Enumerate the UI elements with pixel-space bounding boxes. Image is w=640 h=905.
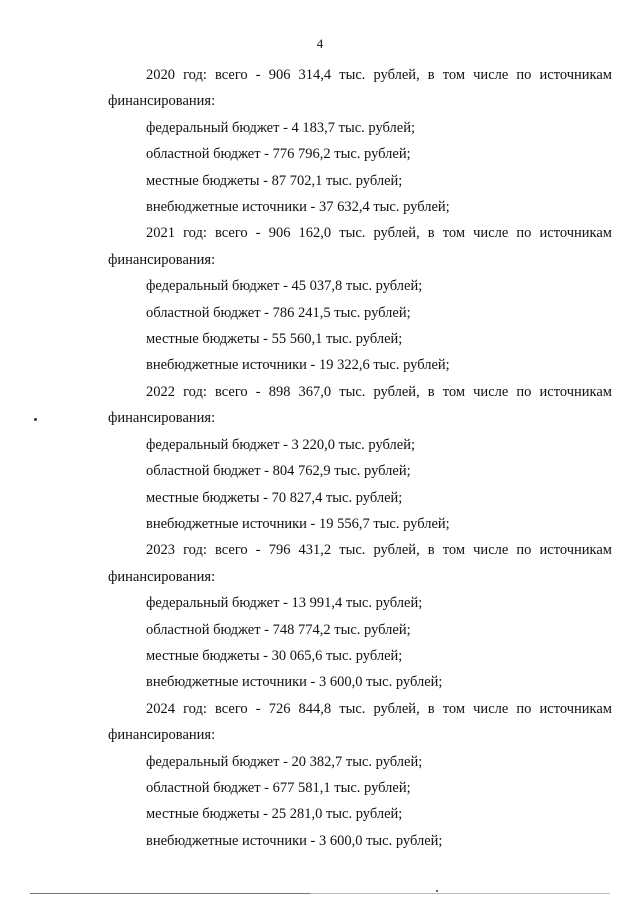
summary-word: 796 (268, 542, 291, 559)
summary-continuation: финансирования: (108, 93, 216, 110)
summary-word: рублей, (373, 383, 420, 400)
year-summary-line (108, 537, 612, 563)
funding-source-line: внебюджетные источники - 19 322,6 тыс. рублей; (146, 357, 450, 374)
summary-word: в (427, 542, 435, 559)
summary-word: тыс. (339, 542, 366, 559)
year-block (108, 696, 612, 854)
summary-word: 726 (268, 700, 291, 717)
summary-continuation: финансирования: (108, 727, 216, 744)
summary-word: - (255, 542, 261, 559)
summary-word: тыс. (339, 67, 366, 83)
summary-word: том (442, 700, 466, 717)
summary-word: 162,0 (298, 225, 332, 242)
summary-word: по (516, 225, 532, 242)
footer-mark (436, 890, 438, 892)
summary-word: том (442, 383, 466, 400)
funding-source-line: федеральный бюджет - 13 991,4 тыс. рублей; (146, 595, 423, 612)
summary-continuation: финансирования: (108, 568, 216, 585)
summary-word: числе (473, 67, 509, 83)
summary-word: источникам (539, 542, 612, 559)
summary-word: источникам (539, 383, 612, 400)
summary-word: - (255, 225, 261, 242)
funding-source-line: местные бюджеты - 55 560,1 тыс. рублей; (146, 331, 403, 348)
page-number: 4 (316, 36, 324, 51)
summary-word: источникам (539, 700, 612, 717)
funding-source-line: федеральный бюджет - 3 220,0 тыс. рублей; (146, 436, 416, 453)
summary-word: 314,4 (298, 67, 332, 83)
funding-source-line: областной бюджет - 786 241,5 тыс. рублей; (146, 304, 411, 321)
summary-word: год: (183, 700, 207, 717)
summary-word: в (427, 383, 435, 400)
summary-word: год: (183, 225, 207, 242)
summary-word: рублей, (373, 700, 420, 717)
summary-word: - (255, 383, 261, 400)
summary-word: том (442, 67, 466, 83)
funding-source-line: внебюджетные источники - 3 600,0 тыс. рублей; (146, 674, 443, 691)
summary-continuation: финансирования: (108, 251, 216, 268)
funding-source-line: федеральный бюджет - 20 382,7 тыс. рублей; (146, 753, 423, 770)
funding-source-line: внебюджетные источники - 3 600,0 тыс. рублей; (146, 832, 443, 849)
summary-word: числе (473, 225, 509, 242)
summary-word: всего (215, 383, 248, 400)
summary-word: 898 (268, 383, 291, 400)
summary-word: числе (473, 542, 509, 559)
summary-word: том (442, 225, 466, 242)
funding-source-line: областной бюджет - 677 581,1 тыс. рублей; (146, 779, 411, 796)
summary-word: 2024 (146, 700, 175, 717)
summary-word: числе (473, 700, 509, 717)
summary-word: в (427, 225, 435, 242)
summary-word: всего (215, 542, 248, 559)
summary-word: год: (183, 67, 207, 83)
summary-word: тыс. (339, 383, 366, 400)
summary-word: источникам (539, 67, 612, 83)
summary-word: 2023 (146, 542, 175, 559)
summary-word: - (255, 67, 261, 83)
summary-word: в (427, 700, 435, 717)
summary-word: том (442, 542, 466, 559)
year-summary-line (108, 220, 612, 246)
year-block (108, 62, 612, 220)
funding-source-line: федеральный бюджет - 4 183,7 тыс. рублей; (146, 119, 416, 136)
summary-word: по (516, 383, 532, 400)
funding-source-line: местные бюджеты - 30 065,6 тыс. рублей; (146, 647, 403, 664)
summary-word: по (516, 700, 532, 717)
summary-word: тыс. (339, 700, 366, 717)
funding-source-line: внебюджетные источники - 19 556,7 тыс. рублей; (146, 515, 450, 532)
summary-word: 367,0 (298, 383, 332, 400)
summary-word: 906 (268, 67, 291, 83)
summary-word: 2020 (146, 67, 175, 83)
funding-text (108, 62, 612, 854)
funding-source-line: областной бюджет - 748 774,2 тыс. рублей; (146, 621, 411, 638)
year-block (108, 220, 612, 378)
year-block (108, 537, 612, 695)
funding-source-line: областной бюджет - 804 762,9 тыс. рублей; (146, 463, 411, 480)
summary-word: 844,8 (298, 700, 332, 717)
summary-word: всего (215, 700, 248, 717)
summary-continuation: финансирования: (108, 410, 216, 427)
funding-source-line: местные бюджеты - 87 702,1 тыс. рублей; (146, 172, 403, 189)
funding-source-line: местные бюджеты - 25 281,0 тыс. рублей; (146, 806, 403, 823)
year-summary-line (108, 62, 612, 88)
summary-word: по (516, 542, 532, 559)
summary-word: год: (183, 542, 207, 559)
funding-source-line: областной бюджет - 776 796,2 тыс. рублей; (146, 146, 411, 163)
footer-rule-faint (310, 893, 610, 894)
summary-word: год: (183, 383, 207, 400)
summary-word: по (516, 67, 532, 83)
summary-word: всего (215, 225, 248, 242)
summary-word: 431,2 (298, 542, 332, 559)
summary-word: тыс. (339, 225, 366, 242)
funding-source-line: федеральный бюджет - 45 037,8 тыс. рублей; (146, 278, 423, 295)
scan-artifact-dot (34, 418, 37, 421)
year-summary-line (108, 696, 612, 722)
summary-word: - (255, 700, 261, 717)
funding-source-line: внебюджетные источники - 37 632,4 тыс. рублей; (146, 199, 450, 216)
summary-word: рублей, (373, 225, 420, 242)
summary-word: источникам (539, 225, 612, 242)
summary-word: числе (473, 383, 509, 400)
funding-source-line: местные бюджеты - 70 827,4 тыс. рублей; (146, 489, 403, 506)
summary-word: 906 (268, 225, 291, 242)
summary-word: в (427, 67, 435, 83)
year-summary-line (108, 379, 612, 405)
footer-rule (30, 893, 310, 894)
summary-word: рублей, (373, 67, 420, 83)
summary-word: рублей, (373, 542, 420, 559)
summary-word: 2021 (146, 225, 175, 242)
summary-word: всего (215, 67, 248, 83)
summary-word: 2022 (146, 383, 175, 400)
year-block (108, 379, 612, 537)
